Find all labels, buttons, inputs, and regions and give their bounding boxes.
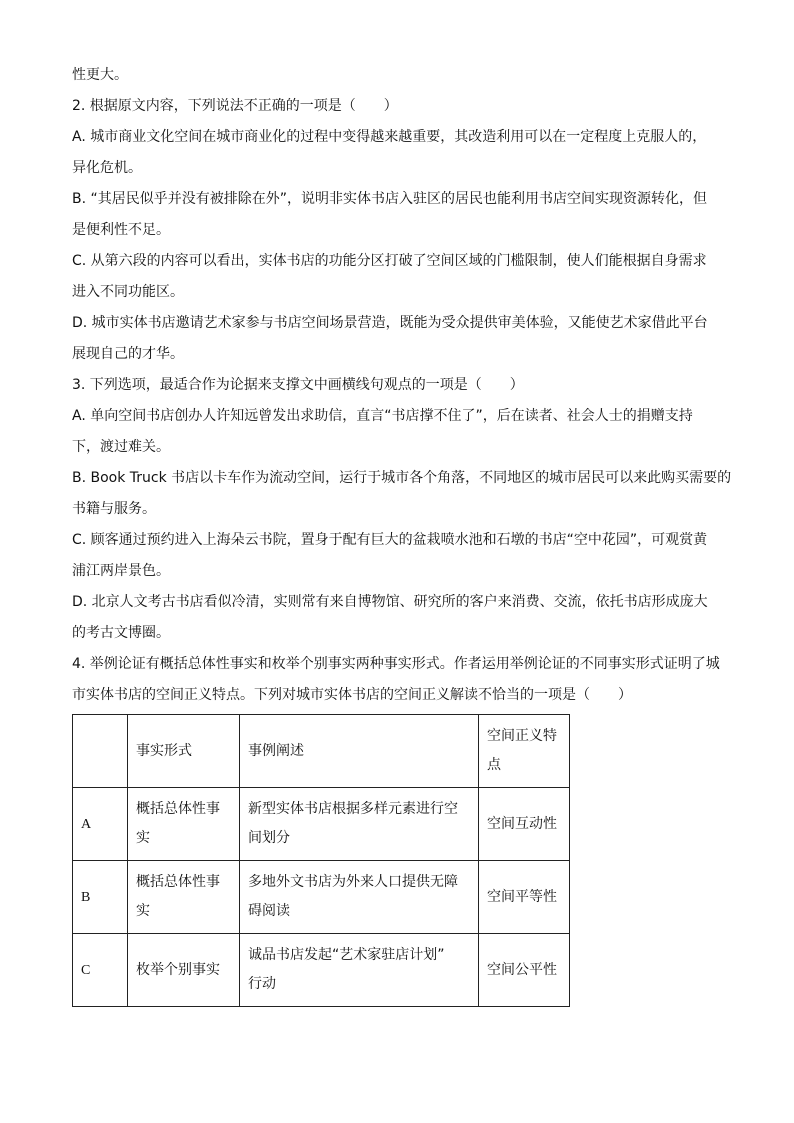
header-cell-example	[240, 715, 479, 788]
header-label-line-1: 空间正义特	[487, 728, 557, 744]
header-label-line-2: 点	[487, 757, 501, 773]
table-header-row	[73, 715, 570, 788]
question-stem-line-2: 市实体书店的空间正义特点。下列对城市实体书店的空间正义解读不恰当的一项是（ ）	[72, 687, 632, 703]
option-d-line-1: D. 北京人文考古书店看似冷清，实则常有来自博物馆、研究所的客户来消费、交流，依托书店形成庞大	[72, 594, 708, 610]
row-label: C	[73, 934, 128, 1007]
example-line-2: 碍阅读	[248, 903, 290, 919]
option-c-line-1: C. 从第六段的内容可以看出，实体书店的功能分区打破了空间区域的门槛限制，使人们能根据自身需求	[72, 253, 707, 269]
example-cell	[240, 934, 479, 1007]
option-d-line-2: 的考古文博圈。	[72, 625, 170, 641]
text-line: 性更大。	[72, 67, 128, 83]
example-line-1: 新型实体书店根据多样元素进行空	[248, 801, 458, 817]
example-cell	[240, 788, 479, 861]
option-b-line-2: 是便利性不足。	[72, 222, 170, 238]
question-stem-line-1: 4. 举例论证有概括总体性事实和枚举个别事实两种事实形式。作者运用举例论证的不同事实形式证明了城	[72, 656, 720, 672]
trait-cell: 空间平等性	[479, 861, 570, 934]
option-c-line-2: 进入不同功能区。	[72, 284, 184, 300]
option-d-line-2: 展现自己的才华。	[72, 346, 184, 362]
fact-form-cell: 枚举个别事实	[128, 934, 240, 1007]
header-label: 事实形式	[136, 742, 192, 759]
fact-form-line-2: 实	[136, 830, 150, 846]
fact-form-line-1: 概括总体性事	[136, 874, 220, 890]
fact-table	[72, 714, 570, 1007]
row-label: A	[73, 788, 128, 861]
table-row	[73, 934, 570, 1007]
option-b-line-1: B. “其居民似乎并没有被排除在外”，说明非实体书店入驻区的居民也能利用书店空间实现资源转化，但	[72, 191, 708, 207]
fact-form-cell	[128, 788, 240, 861]
trait-cell: 空间互动性	[479, 788, 570, 861]
option-c-line-2: 浦江两岸景色。	[72, 563, 170, 579]
question-3	[72, 370, 732, 649]
fact-form-cell	[128, 861, 240, 934]
example-line-2: 间划分	[248, 830, 290, 846]
document-page	[72, 60, 732, 1007]
header-cell-fact-form	[128, 715, 240, 788]
option-c-line-1: C. 顾客通过预约进入上海朵云书院，置身于配有巨大的盆栽喷水池和石墩的书店“空中花园”，可观赏黄	[72, 532, 708, 548]
option-a-line-2: 下，渡过难关。	[72, 439, 170, 455]
example-line-2: 行动	[248, 976, 276, 992]
question-4	[72, 649, 722, 711]
fact-form-line-1: 概括总体性事	[136, 801, 220, 817]
header-cell-empty	[73, 715, 128, 788]
option-d-line-1: D. 城市实体书店邀请艺术家参与书店空间场景营造，既能为受众提供审美体验，又能使艺术家借此平台	[72, 315, 708, 331]
fact-form-line-2: 实	[136, 903, 150, 919]
question-stem: 2. 根据原文内容，下列说法不正确的一项是（ ）	[72, 98, 398, 114]
option-b-line-1: B. Book Truck 书店以卡车作为流动空间，运行于城市各个角落，不同地区的城市居民可以来此购买需要的	[72, 470, 732, 486]
trait-cell: 空间公平性	[479, 934, 570, 1007]
header-cell-trait	[479, 715, 570, 788]
option-a-line-1: A. 单向空间书店创办人许知远曾发出求助信，直言“书店撑不住了”，后在读者、社会人士的捐赠支持	[72, 408, 693, 424]
example-line-1: 多地外文书店为外来人口提供无障	[248, 874, 458, 890]
header-label: 事例阐述	[248, 742, 304, 759]
question-stem: 3. 下列选项，最适合作为论据来支撑文中画横线句观点的一项是（ ）	[72, 377, 524, 393]
example-cell	[240, 861, 479, 934]
option-a-line-1: A. 城市商业文化空间在城市商业化的过程中变得越来越重要，其改造利用可以在一定程度上克服人的，	[72, 129, 707, 145]
example-line-1: 诚品书店发起“艺术家驻店计划”	[248, 947, 445, 963]
option-b-line-2: 书籍与服务。	[72, 501, 156, 517]
row-label: B	[73, 861, 128, 934]
table-row	[73, 861, 570, 934]
option-a-line-2: 异化危机。	[72, 160, 142, 176]
table-row	[73, 788, 570, 861]
question-2	[72, 91, 722, 370]
